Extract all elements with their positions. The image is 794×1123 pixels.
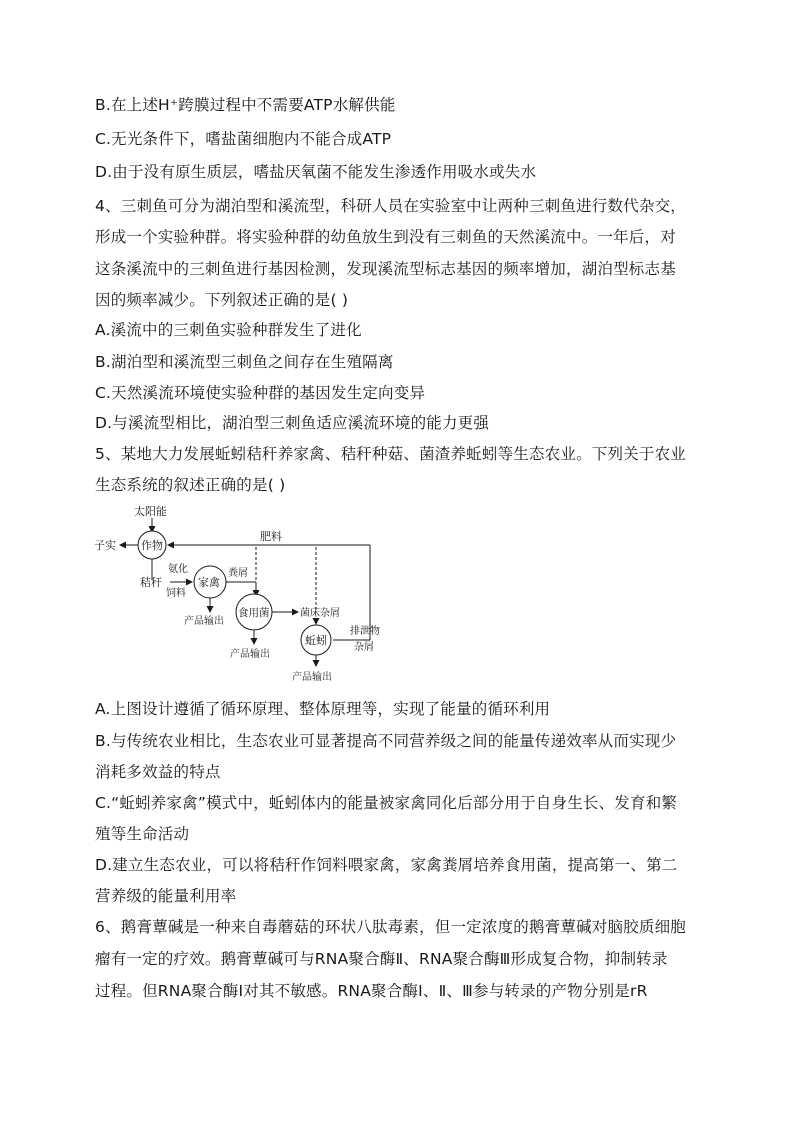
fertilizer-label: 肥料 (260, 530, 282, 543)
q4-stem-line-4: 因的频率减少。下列叙述正确的是( ) (95, 291, 349, 309)
output-label-1: 产品输出 (184, 616, 224, 627)
crop-label: 作物 (141, 539, 163, 552)
manure-label: 粪屑 (228, 568, 248, 579)
q5-stem-line-1: 5、某地大力发展蚯蚓秸秆养家禽、秸秆种菇、菌渣养蚯蚓等生态农业。下列关于农业 (95, 445, 686, 463)
q5-option-a: A.上图设计遵循了循环原理、整体原理等，实现了能量的循环利用 (95, 700, 551, 718)
q3-option-b: B.在上述H⁺跨膜过程中不需要ATP水解供能 (95, 96, 396, 114)
excreta-label: 排泄物 (350, 626, 380, 637)
q5-option-b-line-2: 消耗多效益的特点 (95, 763, 221, 781)
q4-stem-line-2: 形成一个实验种群。将实验种群的幼鱼放生到没有三刺鱼的天然溪流中。一年后，对 (95, 228, 676, 246)
poultry-label: 家禽 (198, 576, 220, 589)
output-label-3: 产品输出 (292, 672, 332, 683)
worm-label: 蚯蚓 (305, 634, 327, 647)
ammoniation-label: 氨化 (168, 564, 188, 575)
q6-stem-line-1: 6、鹅膏蕈碱是一种来自毒蘑菇的环状八肽毒素，但一定浓度的鹅膏蕈碱对脑胶质细胞 (95, 918, 686, 936)
q4-option-c: C.天然溪流环境使实验种群的基因发生定向变异 (95, 384, 426, 402)
sun-label: 太阳能 (134, 505, 167, 518)
bed-waste-label: 菌床杂屑 (300, 608, 340, 619)
q4-option-a: A.溪流中的三刺鱼实验种群发生了进化 (95, 321, 362, 339)
q5-option-c-line-1: C.“蚯蚓养家禽”模式中，蚯蚓体内的能量被家禽同化后部分用于自身生长、发育和繁 (95, 794, 678, 812)
q5-stem-line-2: 生态系统的叙述正确的是( ) (95, 476, 286, 494)
eco-agriculture-diagram (88, 500, 408, 690)
debris-label: 杂屑 (354, 642, 374, 653)
q5-option-d-line-2: 营养级的能量利用率 (95, 887, 237, 905)
q3-option-c: C.无光条件下，嗜盐菌细胞内不能合成ATP (95, 130, 392, 148)
q4-stem-line-1: 4、三刺鱼可分为湖泊型和溪流型，科研人员在实验室中让两种三刺鱼进行数代杂交， (95, 197, 686, 215)
q4-option-b: B.湖泊型和溪流型三刺鱼之间存在生殖隔离 (95, 353, 394, 371)
q3-option-d: D.由于没有原生质层，嗜盐厌氧菌不能发生渗透作用吸水或失水 (95, 163, 537, 181)
q5-option-c-line-2: 殖等生命活动 (95, 825, 190, 843)
feed-label: 饲料 (166, 588, 186, 599)
straw-label: 秸秆 (140, 576, 162, 589)
q5-option-b-line-1: B.与传统农业相比，生态农业可显著提高不同营养级之间的能量传递效率从而实现少 (95, 732, 677, 750)
q6-stem-line-2: 瘤有一定的疗效。鹅膏蕈碱可与RNA聚合酶Ⅱ、RNA聚合酶Ⅲ形成复合物，抑制转录 (95, 950, 668, 968)
q4-option-d: D.与溪流型相比，湖泊型三刺鱼适应溪流环境的能力更强 (95, 414, 490, 432)
q6-stem-line-3: 过程。但RNA聚合酶Ⅰ对其不敏感。RNA聚合酶Ⅰ、Ⅱ、Ⅲ参与转录的产物分别是rR (95, 982, 648, 1000)
q5-option-d-line-1: D.建立生态农业，可以将秸秆作饲料喂家禽，家禽粪屑培养食用菌，提高第一、第二 (95, 856, 678, 874)
output-label-2: 产品输出 (230, 649, 270, 660)
q4-stem-line-3: 这条溪流中的三刺鱼进行基因检测，发现溪流型标志基因的频率增加，湖泊型标志基 (95, 260, 676, 278)
seed-label: 子实 (94, 539, 116, 552)
fungus-label: 食用菌 (238, 607, 270, 619)
